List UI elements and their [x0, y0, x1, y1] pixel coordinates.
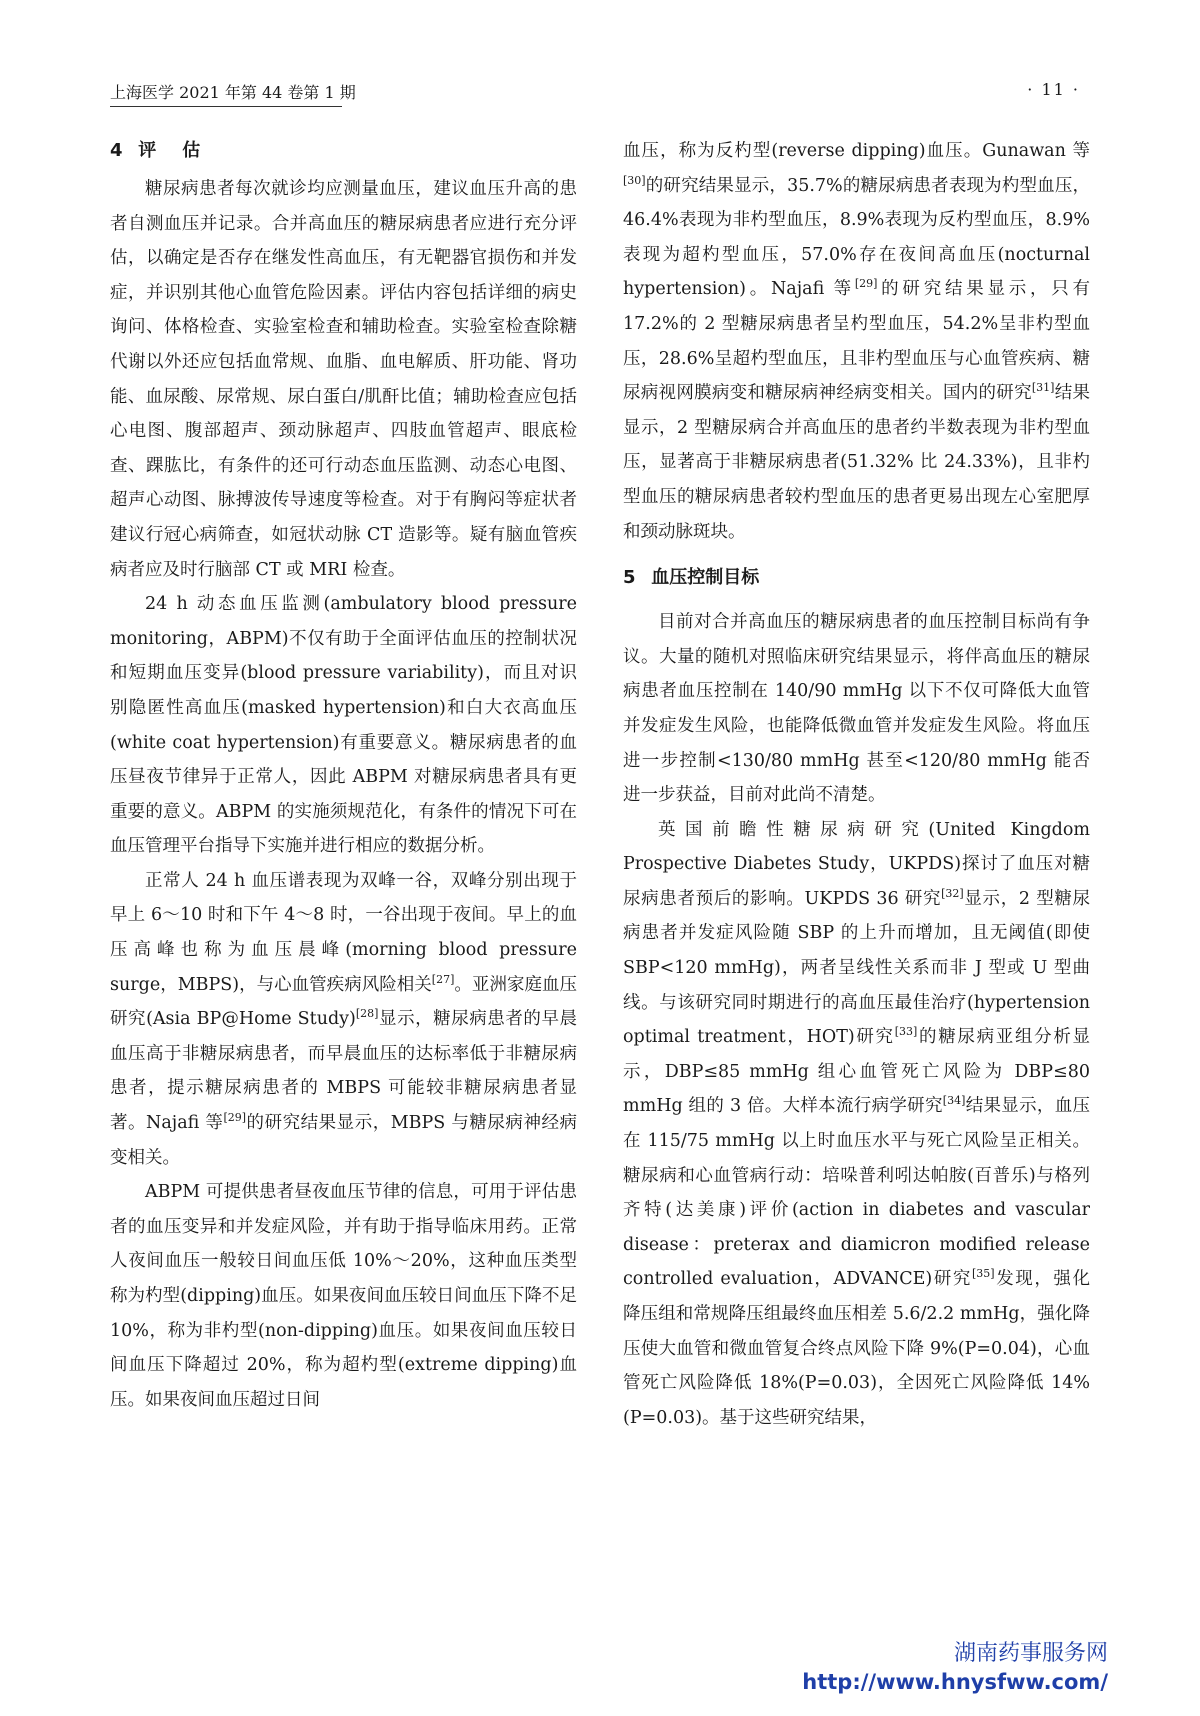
paragraph: 正常人 24 h 血压谱表现为双峰一谷，双峰分别出现于早上 6～10 时和下午 4～8 时，一谷出现于夜间。早上的血压高峰也称为血压晨峰(morning blood pressure surge，MBPS)，与心血管疾病风险相关[27]。亚洲家庭血压研究(Asia BP@Home Study)[28]显示，糖尿病患者的早晨血压高于非糖尿病患者，而早晨血压的达标率低于非糖尿病患者，提示糖尿病患者的 MBPS 可能较非糖尿病患者显著。Najafi 等[29]的研究结果显示，MBPS 与糖尿病神经病变相关。 — [110, 870, 578, 1168]
watermark-site-name: 湖南药事服务网 — [953, 1641, 1108, 1666]
paragraph-continued: 血压，称为反杓型(reverse dipping)血压。Gunawan 等[30]的研究结果显示，35.7%的糖尿病患者表现为杓型血压，46.4%表现为非杓型血压，8.9%表现为反杓型血压，8.9%表现为超杓型血压，57.0%存在夜间高血压(nocturnal hypertension)。Najafi 等[29]的研究结果显示，只有 17.2%的 2 型糖尿病患者呈杓型血压，54.2%呈非杓型血压，28.6%呈超杓型血压，且非杓型血压与心血管疾病、糖尿病视网膜病变和糖尿病神经病变相关。国内的研究[31]结果显示，2 型糖尿病合并高血压的患者约半数表现为非杓型血压，显著高于非糖尿病患者(51.32% 比 24.33%)，且非杓型血压的糖尿病患者较杓型血压的患者更易出现左心室肥厚和颈动脉斑块。 — [623, 141, 1091, 542]
section-number: 4 — [110, 140, 123, 161]
paragraph: 24 h 动态血压监测(ambulatory blood pressure monitoring，ABPM)不仅有助于全面评估血压的控制状况和短期血压变异(blood pressure variability)，而且对识别隐匿性高血压(masked hypertension)和白大衣高血压(white coat hypertension)有重要意义。糖尿病患者的血压昼夜节律异于正常人，因此 ABPM 对糖尿病患者具有更重要的意义。ABPM 的实施须规范化，有条件的情况下可在血压管理平台指导下实施并进行相应的数据分析。 — [110, 594, 577, 857]
citation-ref: [35] — [972, 1267, 995, 1281]
paragraph: 糖尿病患者每次就诊均应测量血压，建议血压升高的患者自测血压并记录。合并高血压的糖尿病患者应进行充分评估，以确定是否存在继发性高血压，有无靶器官损伤和并发症，并识别其他心血管危险因素。评估内容包括详细的病史询问、体格检查、实验室检查和辅助检查。实验室检查除糖代谢以外还应包括血常规、血脂、血电解质、肝功能、肾功能、血尿酸、尿常规、尿白蛋白/肌酐比值；辅助检查应包括心电图、腹部超声、颈动脉超声、四肢血管超声、眼底检查、踝肱比，有条件的还可行动态血压监测、动态心电图、超声心动图、脉搏波传导速度等检查。对于有胸闷等症状者建议行冠心病筛查，如冠状动脉 CT 造影等。疑有脑血管疾病者应及时行脑部 CT 或 MRI 检查。 — [110, 179, 577, 580]
paragraph: 英国前瞻性糖尿病研究(United Kingdom Prospective Diabetes Study，UKPDS)探讨了血压对糖尿病患者预后的影响。UKPDS 36 研究[32]显示，2 型糖尿病患者并发症风险随 SBP 的上升而增加，且无阈值(即使 SBP<120 mmHg)，两者呈线性关系而非 J 型或 U 型曲线。与该研究同时期进行的高血压最佳治疗(hypertension optimal treatment，HOT)研究[33]的糖尿病亚组分析显示，DBP≤85 mmHg 组心血管死亡风险为 DBP≤80 mmHg 组的 3 倍。大样本流行病学研究[34]结果显示，血压在 115/75 mmHg 以上时血压水平与死亡风险呈正相关。糖尿病和心血管病行动：培哚普利吲达帕胺(百普乐)与格列齐特(达美康)评价(action in diabetes and vascular disease：preterax and diamicron modified release controlled evaluation，ADVANCE)研究[35]发现，强化降压组和常规降压组最终血压相差 5.6/2.2 mmHg，强化降压使大血管和微血管复合终点风险下降 9%(P=0.04)，心血管死亡风险降低 18%(P=0.03)，全因死亡风险降低 14%(P=0.03)。基于这些研究结果， — [623, 819, 1091, 1428]
section-title: 血压控制目标 — [651, 567, 760, 589]
citation-ref: [28] — [355, 1007, 379, 1021]
section-number: 5 — [623, 567, 636, 589]
citation-ref: [29] — [854, 277, 878, 291]
header-underline — [110, 106, 342, 107]
citation-ref: [34] — [942, 1094, 966, 1108]
paragraph: ABPM 可提供患者昼夜血压节律的信息，可用于评估患者的血压变异和并发症风险，并有助于指导临床用药。正常人夜间血压一般较日间血压低 10%～20%，这种血压类型称为杓型(dipping)血压。如果夜间血压较日间血压下降不足 10%，称为非杓型(non-dipping)血压。如果夜间血压较日间血压下降超过 20%，称为超杓型(extreme dipping)血压。如果夜间血压超过日间 — [110, 1182, 577, 1410]
page-number: · 11 · — [1027, 80, 1080, 99]
citation-ref: [29] — [223, 1111, 247, 1125]
section-heading-5 — [623, 561, 1090, 595]
citation-ref: [32] — [941, 887, 964, 901]
watermark — [802, 1640, 1108, 1696]
paragraph: 目前对合并高血压的糖尿病患者的血压控制目标尚有争议。大量的随机对照临床研究结果显示，将伴高血压的糖尿病患者血压控制在 140/90 mmHg 以下不仅可降低大血管并发症发生风险，也能降低微血管并发症发生风险。将血压进一步控制<130/80 mmHg 甚至<120/80 mmHg 能否进一步获益，目前对此尚不清楚。 — [623, 612, 1090, 806]
citation-ref: [33] — [894, 1025, 918, 1039]
page-header — [110, 80, 1090, 102]
right-column — [623, 134, 1090, 1435]
section-heading-4 — [110, 134, 577, 168]
watermark-url[interactable]: http://www.hnysfww.com/ — [802, 1670, 1108, 1694]
section-title: 评估 — [138, 140, 227, 161]
journal-running-title: 上海医学 2021 年第 44 卷第 1 期 — [110, 83, 356, 102]
left-column — [110, 134, 577, 1417]
citation-ref: [31] — [1031, 381, 1055, 395]
citation-ref: [30] — [623, 173, 646, 187]
citation-ref: [27] — [431, 972, 455, 986]
